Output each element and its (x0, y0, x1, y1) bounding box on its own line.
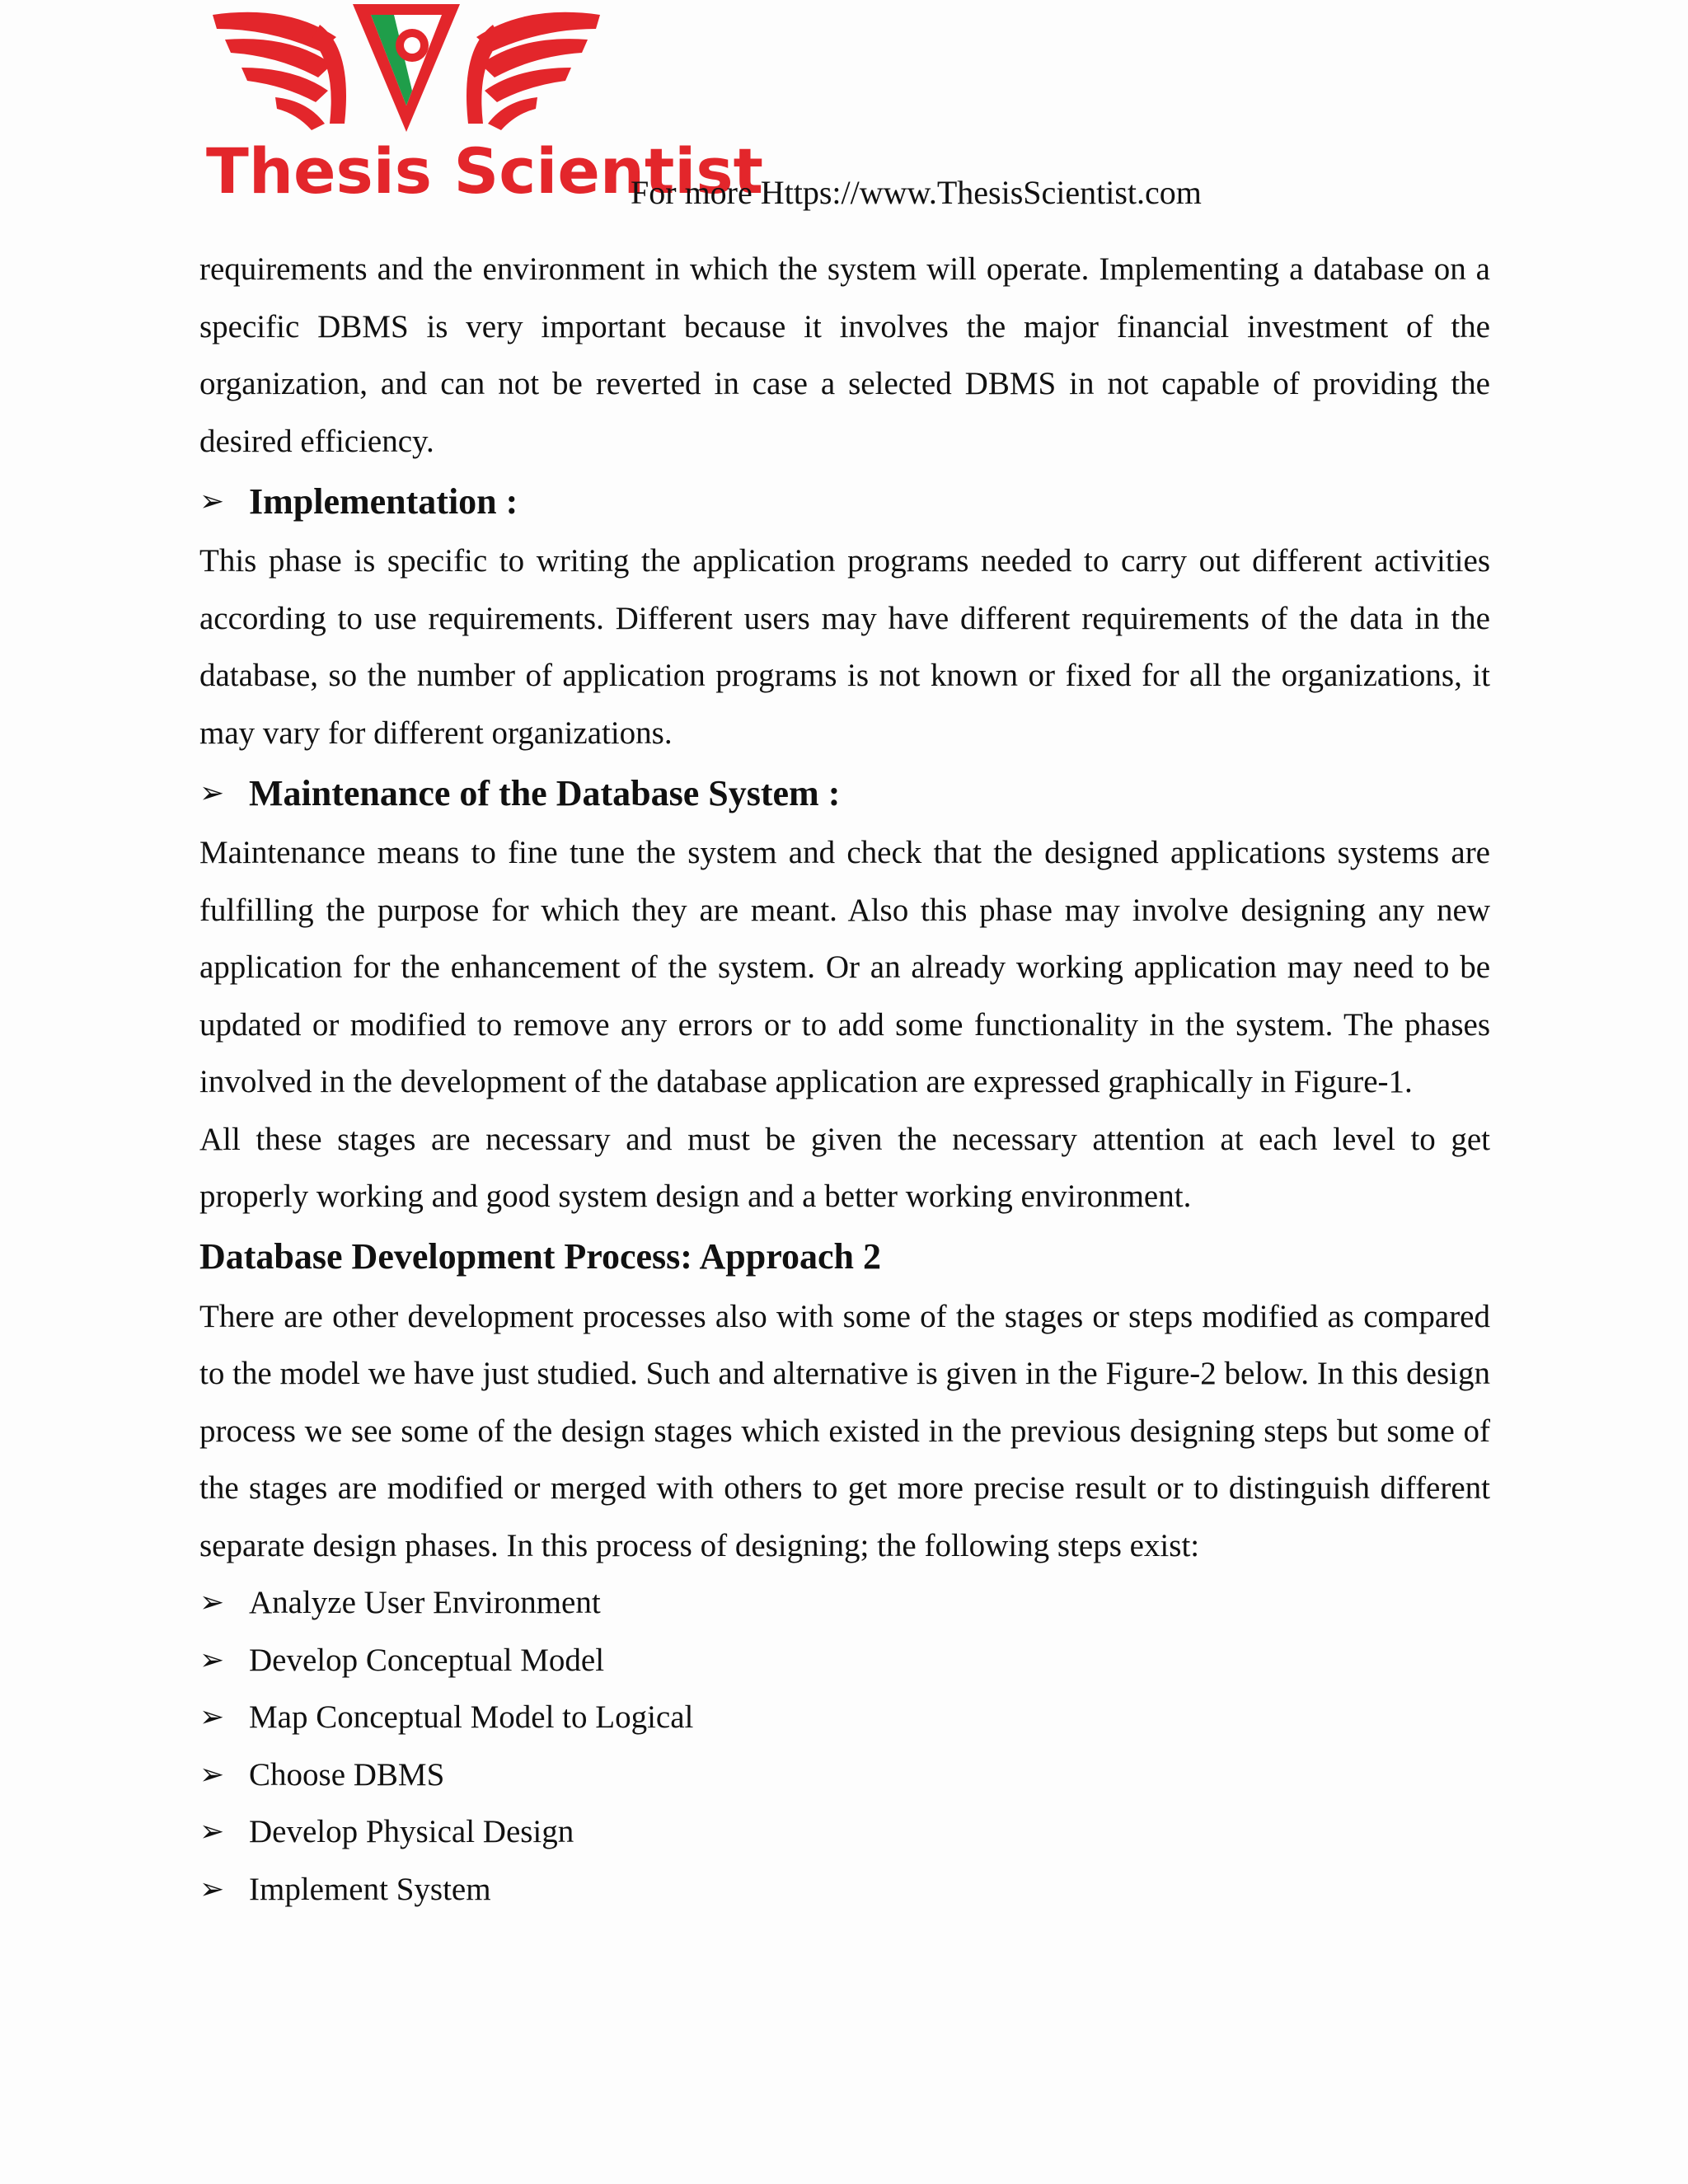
thesis-scientist-logo-icon (196, 0, 617, 144)
list-item (199, 1803, 1490, 1861)
arrow-bullet-icon: ➢ (199, 776, 225, 810)
implementation-paragraph: This phase is specific to writing the application programs needed to carry out different activities according to use requirements. Different users may have different requirements of the data in the database, so the number of application programs is not known or fixed for all the organizations, it may vary for different organizations. (199, 543, 1490, 751)
website-link[interactable]: For more Https://www.ThesisScientist.com (631, 174, 1202, 211)
list-item-text: Analyze User Environment (249, 1585, 601, 1621)
list-item-text: Choose DBMS (249, 1756, 445, 1793)
document-body (199, 241, 1490, 1918)
implementation-heading-text: Implementation : (249, 480, 518, 522)
maintenance-paragraph-2: All these stages are necessary and must be given the necessary attention at each level to get properly working and good system design and a better working environment. (199, 1121, 1490, 1214)
approach2-paragraph: There are other development processes also with some of the stages or steps modified as compared to the model we have just studied. Such and alternative is given in the Figure-2 below. In this design process we see some of the design stages which existed in the previous designing steps but some of the stages are modified or merged with others to get more precise result or to distinguish different separate design phases. In this process of designing; the following steps exist: (199, 1298, 1490, 1563)
arrow-bullet-icon: ➢ (199, 1815, 225, 1849)
brand-name: Thesis Scientist (206, 134, 763, 208)
list-item (199, 1689, 1490, 1746)
arrow-bullet-icon: ➢ (199, 1586, 225, 1620)
list-item-text: Implement System (249, 1871, 491, 1907)
maintenance-paragraph: Maintenance means to fine tune the system and check that the designed applications systems are fulfilling the purpose for which they are meant. Also this phase may involve designing any new application for the enhancement of the system. Or an already working application may need to be updated or modified to remove any errors or to add some functionality in the system. The phases involved in the development of the database application are expressed graphically in Figure-1. (199, 835, 1490, 1099)
maintenance-heading-text: Maintenance of the Database System : (249, 772, 841, 813)
list-item (199, 1861, 1490, 1919)
approach2-heading: Database Development Process: Approach 2 (199, 1236, 881, 1277)
list-item (199, 1632, 1490, 1690)
arrow-bullet-icon: ➢ (199, 1700, 225, 1735)
arrow-bullet-icon: ➢ (199, 1872, 225, 1906)
implementation-heading (199, 470, 1490, 532)
arrow-bullet-icon: ➢ (199, 1757, 225, 1792)
list-item-text: Develop Conceptual Model (249, 1642, 605, 1678)
arrow-bullet-icon: ➢ (199, 1643, 225, 1677)
maintenance-heading (199, 762, 1490, 824)
steps-list (199, 1574, 1490, 1918)
page-header (196, 0, 1498, 223)
list-item (199, 1574, 1490, 1632)
list-item (199, 1746, 1490, 1804)
list-item-text: Map Conceptual Model to Logical (249, 1699, 694, 1736)
intro-paragraph: requirements and the environment in which the system will operate. Implementing a database on a specific DBMS is very important because it involves the major financial investment of the organization, and can not be reverted in case a selected DBMS in not capable of providing the desired efficiency. (199, 251, 1490, 459)
list-item-text: Develop Physical Design (249, 1814, 574, 1850)
arrow-bullet-icon: ➢ (199, 484, 225, 518)
